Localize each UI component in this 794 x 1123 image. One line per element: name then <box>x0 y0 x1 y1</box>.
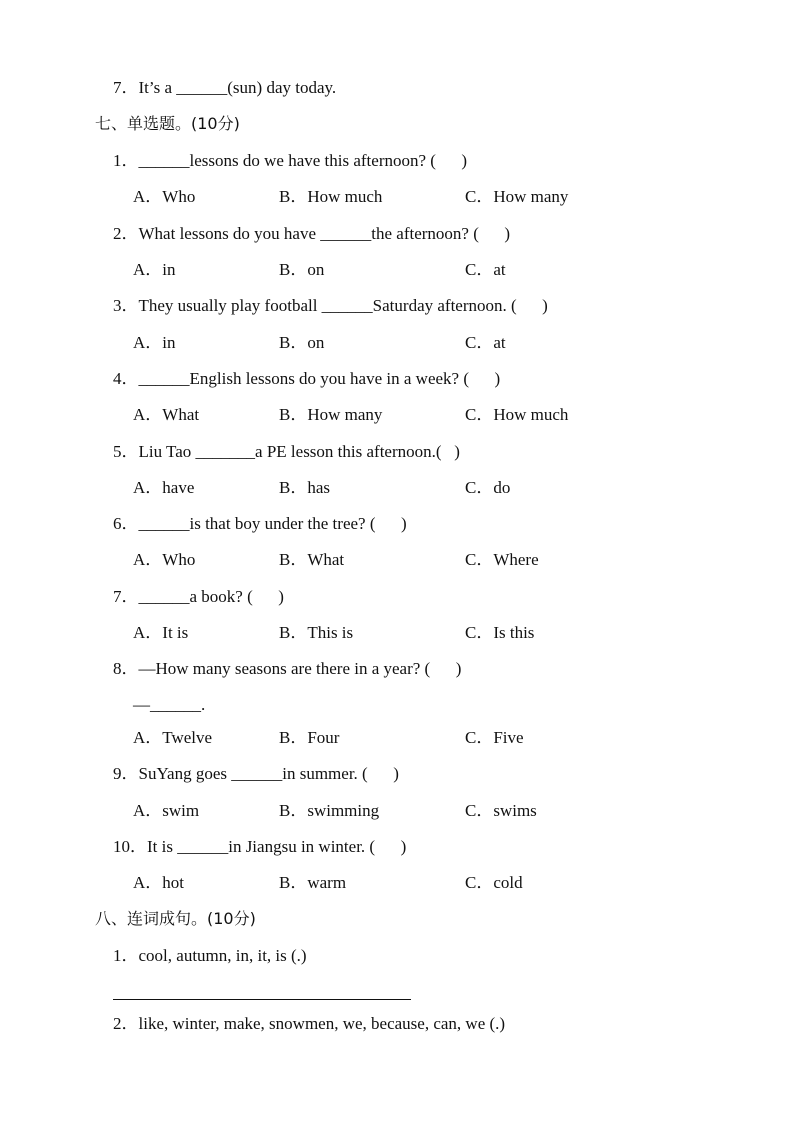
question-8-answer-blank: —______. <box>133 695 206 714</box>
option-a: A．in <box>133 333 176 352</box>
section-7-title: 七、单选题。(10分) <box>95 114 240 133</box>
question-1: 1．______lessons do we have this afternoon? ( ) <box>113 151 468 170</box>
option-a: A．hot <box>133 873 184 892</box>
question-3: 3．They usually play football ______Saturday afternoon. ( ) <box>113 296 548 315</box>
option-a: A．Who <box>133 187 196 206</box>
question-10: 10．It is ______in Jiangsu in winter. ( ) <box>113 837 407 856</box>
option-c: C．swims <box>465 801 537 820</box>
question-9: 9．SuYang goes ______in summer. ( ) <box>113 764 399 783</box>
option-a: A．What <box>133 405 200 424</box>
question-6: 6．______is that boy under the tree? ( ) <box>113 514 407 533</box>
option-a: A．in <box>133 260 176 279</box>
sentence-item-2: 2．like, winter, make, snowmen, we, because, can, we (.) <box>113 1014 506 1033</box>
option-c: C．How many <box>465 187 569 206</box>
option-b: B．warm <box>279 873 347 892</box>
option-b: B．on <box>279 333 325 352</box>
option-c: C．do <box>465 478 511 497</box>
option-b: B．How much <box>279 187 383 206</box>
answer-line <box>113 999 411 1000</box>
question-7: 7．______a book? ( ) <box>113 587 284 606</box>
question-4: 4．______English lessons do you have in a week? ( ) <box>113 369 501 388</box>
option-c: C．Where <box>465 550 539 569</box>
option-a: A．Who <box>133 550 196 569</box>
option-b: B．What <box>279 550 345 569</box>
question-8: 8．—How many seasons are there in a year? ( ) <box>113 659 462 678</box>
option-c: C．at <box>465 333 506 352</box>
option-b: B．This is <box>279 623 354 642</box>
option-c: C．at <box>465 260 506 279</box>
option-b: B．How many <box>279 405 383 424</box>
option-b: B．Four <box>279 728 340 747</box>
option-b: B．on <box>279 260 325 279</box>
option-a: A．have <box>133 478 195 497</box>
question-5: 5．Liu Tao _______a PE lesson this afternoon.( ) <box>113 442 460 461</box>
question-7-fill-blank: 7．It’s a ______(sun) day today. <box>113 78 337 97</box>
option-a: A．It is <box>133 623 189 642</box>
option-c: C．cold <box>465 873 523 892</box>
option-b: B．has <box>279 478 330 497</box>
section-8-title: 八、连词成句。(10分) <box>95 909 256 928</box>
option-c: C．Is this <box>465 623 535 642</box>
option-c: C．How much <box>465 405 569 424</box>
sentence-item-1: 1．cool, autumn, in, it, is (.) <box>113 946 307 965</box>
option-a: A．Twelve <box>133 728 213 747</box>
option-b: B．swimming <box>279 801 380 820</box>
question-2: 2．What lessons do you have ______the afternoon? ( ) <box>113 224 511 243</box>
option-a: A．swim <box>133 801 200 820</box>
option-c: C．Five <box>465 728 524 747</box>
